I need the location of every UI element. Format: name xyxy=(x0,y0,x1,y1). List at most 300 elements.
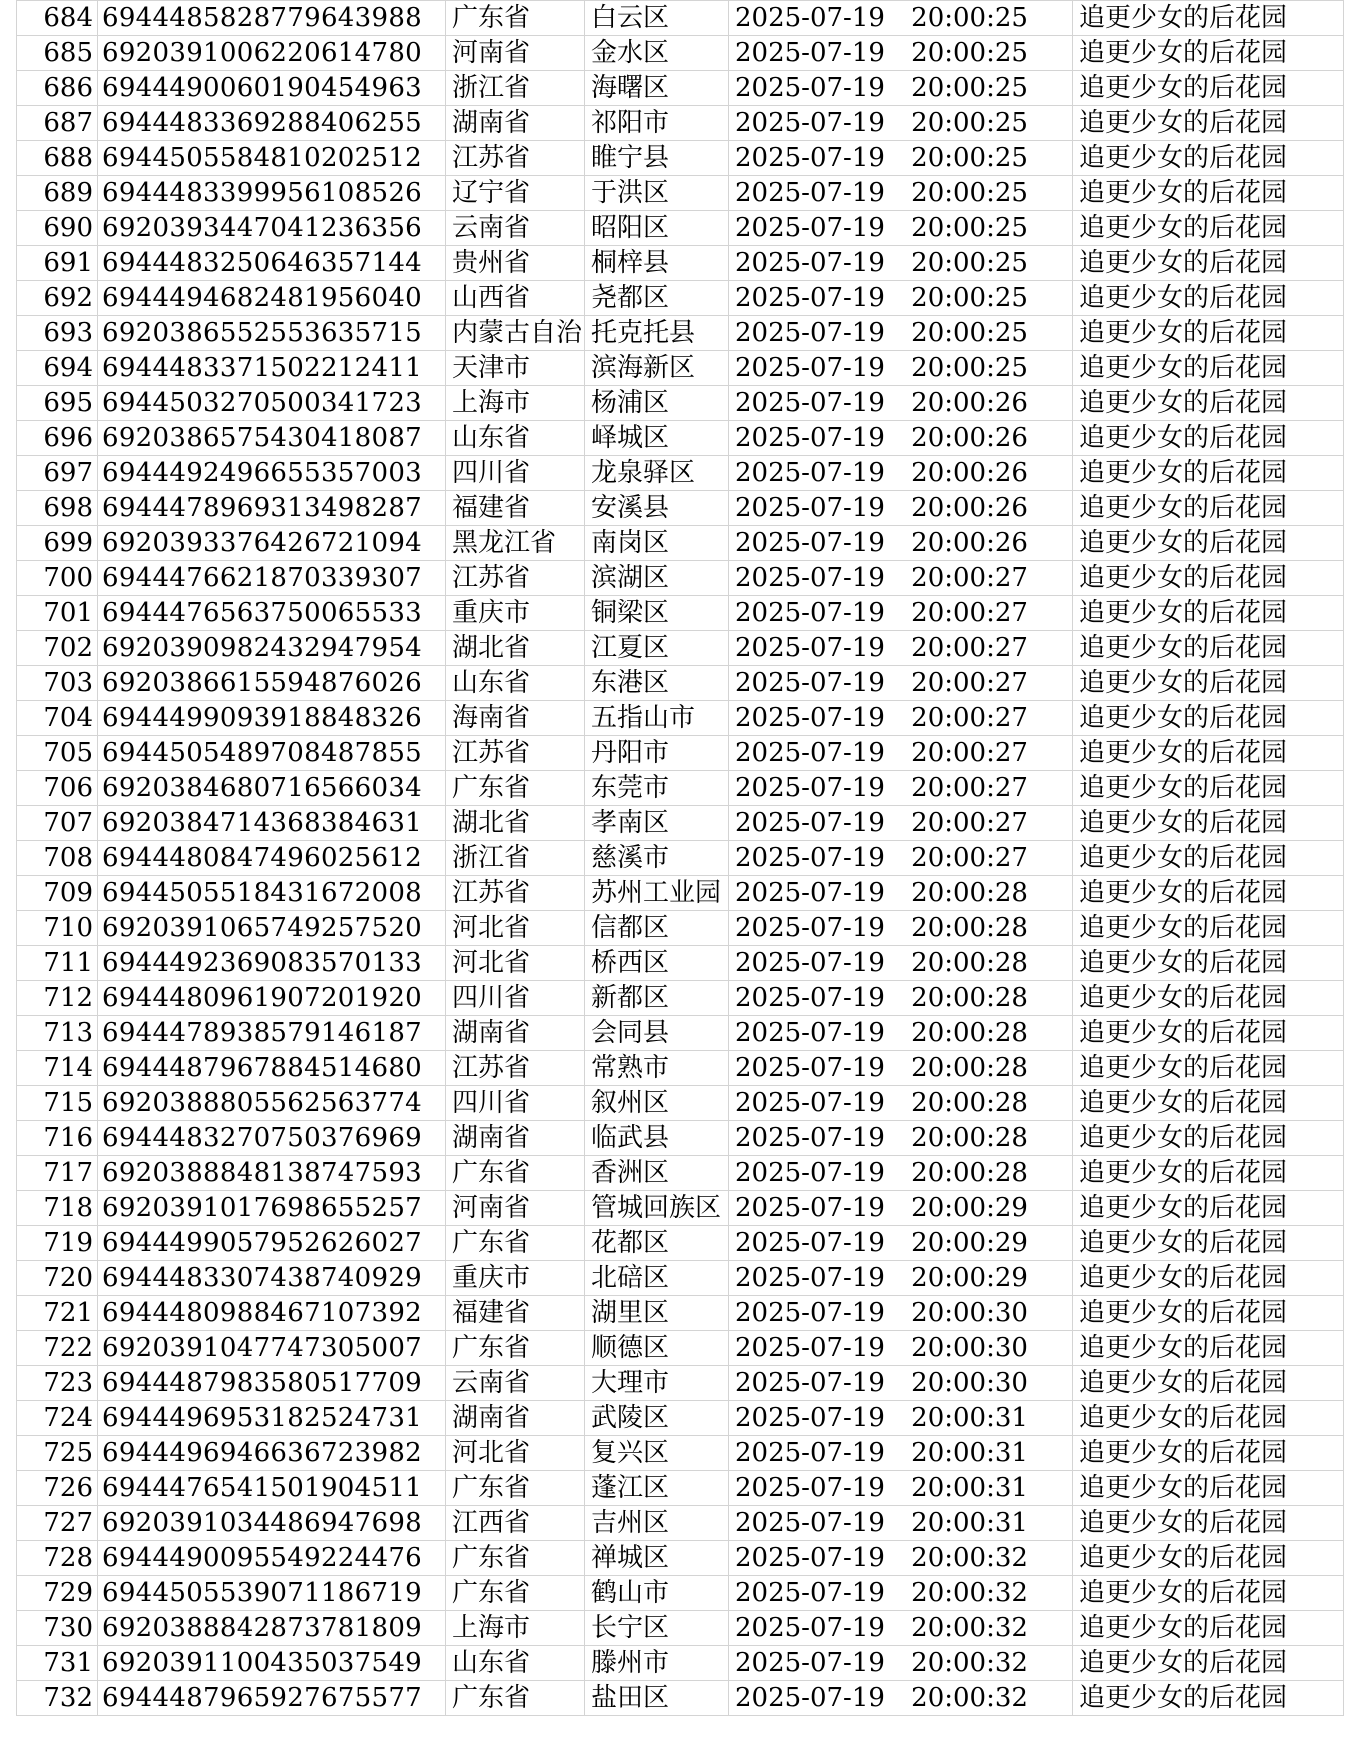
name-cell[interactable]: 追更少女的后花园 xyxy=(1073,106,1344,141)
name-cell[interactable]: 追更少女的后花园 xyxy=(1073,456,1344,491)
name-cell[interactable]: 追更少女的后花园 xyxy=(1073,1261,1344,1296)
user-id-cell[interactable]: 6944499093918848326 xyxy=(98,701,446,736)
table-row xyxy=(16,736,1344,771)
table-row xyxy=(16,316,1344,351)
province-cell[interactable]: 云南省 xyxy=(446,211,585,246)
name-cell[interactable]: 追更少女的后花园 xyxy=(1073,596,1344,631)
table-row xyxy=(16,596,1344,631)
name-cell[interactable]: 追更少女的后花园 xyxy=(1073,421,1344,456)
name-cell[interactable]: 追更少女的后花园 xyxy=(1073,561,1344,596)
user-id-cell[interactable]: 6944503270500341723 xyxy=(98,386,446,421)
district-cell[interactable]: 花都区 xyxy=(585,1226,729,1261)
user-id-cell[interactable]: 6944480988467107392 xyxy=(98,1296,446,1331)
name-cell[interactable]: 追更少女的后花园 xyxy=(1073,1016,1344,1051)
timestamp-cell[interactable]: 2025-07-19 20:00:29 xyxy=(729,1191,1073,1226)
name-cell[interactable]: 追更少女的后花园 xyxy=(1073,1191,1344,1226)
province-cell[interactable]: 广东省 xyxy=(446,1576,585,1611)
name-cell[interactable]: 追更少女的后花园 xyxy=(1073,1401,1344,1436)
name-cell[interactable]: 追更少女的后花园 xyxy=(1073,351,1344,386)
name-cell[interactable]: 追更少女的后花园 xyxy=(1073,841,1344,876)
timestamp-cell[interactable]: 2025-07-19 20:00:32 xyxy=(729,1646,1073,1681)
timestamp-cell[interactable]: 2025-07-19 20:00:28 xyxy=(729,1156,1073,1191)
table-row xyxy=(16,981,1344,1016)
name-cell[interactable]: 追更少女的后花园 xyxy=(1073,71,1344,106)
province-cell[interactable]: 河南省 xyxy=(446,1191,585,1226)
district-cell[interactable]: 常熟市 xyxy=(585,1051,729,1086)
row-number-cell[interactable]: 688 xyxy=(16,141,98,176)
name-cell[interactable]: 追更少女的后花园 xyxy=(1073,526,1344,561)
name-cell[interactable]: 追更少女的后花园 xyxy=(1073,1541,1344,1576)
name-cell[interactable]: 追更少女的后花园 xyxy=(1073,491,1344,526)
province-cell[interactable]: 湖北省 xyxy=(446,806,585,841)
district-cell[interactable]: 丹阳市 xyxy=(585,736,729,771)
row-number-cell[interactable]: 700 xyxy=(16,561,98,596)
province-cell[interactable]: 辽宁省 xyxy=(446,176,585,211)
province-cell[interactable]: 广东省 xyxy=(446,1471,585,1506)
district-cell[interactable]: 叙州区 xyxy=(585,1086,729,1121)
timestamp-cell[interactable]: 2025-07-19 20:00:27 xyxy=(729,561,1073,596)
user-id-cell[interactable]: 6944480847496025612 xyxy=(98,841,446,876)
user-id-cell[interactable]: 6920388842873781809 xyxy=(98,1611,446,1646)
timestamp-cell[interactable]: 2025-07-19 20:00:30 xyxy=(729,1331,1073,1366)
row-number-cell[interactable]: 685 xyxy=(16,36,98,71)
timestamp-cell[interactable]: 2025-07-19 20:00:25 xyxy=(729,71,1073,106)
timestamp-cell[interactable]: 2025-07-19 20:00:31 xyxy=(729,1506,1073,1541)
user-id-cell[interactable]: 6944476563750065533 xyxy=(98,596,446,631)
user-id-cell[interactable]: 6944496946636723982 xyxy=(98,1436,446,1471)
district-cell[interactable]: 杨浦区 xyxy=(585,386,729,421)
province-cell[interactable]: 江苏省 xyxy=(446,1051,585,1086)
timestamp-cell[interactable]: 2025-07-19 20:00:27 xyxy=(729,631,1073,666)
district-cell[interactable]: 苏州工业园 xyxy=(585,876,729,911)
district-cell[interactable]: 管城回族区 xyxy=(585,1191,729,1226)
district-cell[interactable]: 滨湖区 xyxy=(585,561,729,596)
district-cell[interactable]: 南岗区 xyxy=(585,526,729,561)
province-cell[interactable]: 四川省 xyxy=(446,981,585,1016)
name-cell[interactable]: 追更少女的后花园 xyxy=(1073,1226,1344,1261)
name-cell[interactable]: 追更少女的后花园 xyxy=(1073,1,1344,36)
district-cell[interactable]: 睢宁县 xyxy=(585,141,729,176)
district-cell[interactable]: 江夏区 xyxy=(585,631,729,666)
row-number-cell[interactable]: 723 xyxy=(16,1366,98,1401)
name-cell[interactable]: 追更少女的后花园 xyxy=(1073,1366,1344,1401)
timestamp-cell[interactable]: 2025-07-19 20:00:25 xyxy=(729,176,1073,211)
row-number-cell[interactable]: 701 xyxy=(16,596,98,631)
district-cell[interactable]: 尧都区 xyxy=(585,281,729,316)
province-cell[interactable]: 江苏省 xyxy=(446,736,585,771)
row-number-cell[interactable]: 720 xyxy=(16,1261,98,1296)
district-cell[interactable]: 吉州区 xyxy=(585,1506,729,1541)
timestamp-cell[interactable]: 2025-07-19 20:00:25 xyxy=(729,246,1073,281)
name-cell[interactable]: 追更少女的后花园 xyxy=(1073,666,1344,701)
province-cell[interactable]: 浙江省 xyxy=(446,841,585,876)
province-cell[interactable]: 上海市 xyxy=(446,1611,585,1646)
district-cell[interactable]: 托克托县 xyxy=(585,316,729,351)
timestamp-cell[interactable]: 2025-07-19 20:00:28 xyxy=(729,981,1073,1016)
province-cell[interactable]: 贵州省 xyxy=(446,246,585,281)
district-cell[interactable]: 东莞市 xyxy=(585,771,729,806)
timestamp-cell[interactable]: 2025-07-19 20:00:25 xyxy=(729,141,1073,176)
timestamp-cell[interactable]: 2025-07-19 20:00:25 xyxy=(729,106,1073,141)
timestamp-cell[interactable]: 2025-07-19 20:00:27 xyxy=(729,596,1073,631)
row-number-cell[interactable]: 699 xyxy=(16,526,98,561)
name-cell[interactable]: 追更少女的后花园 xyxy=(1073,1506,1344,1541)
row-number-cell[interactable]: 726 xyxy=(16,1471,98,1506)
province-cell[interactable]: 湖南省 xyxy=(446,1401,585,1436)
timestamp-cell[interactable]: 2025-07-19 20:00:25 xyxy=(729,211,1073,246)
timestamp-cell[interactable]: 2025-07-19 20:00:27 xyxy=(729,841,1073,876)
user-id-cell[interactable]: 6920386615594876026 xyxy=(98,666,446,701)
timestamp-cell[interactable]: 2025-07-19 20:00:28 xyxy=(729,876,1073,911)
user-id-cell[interactable]: 6920391047747305007 xyxy=(98,1331,446,1366)
district-cell[interactable]: 武陵区 xyxy=(585,1401,729,1436)
user-id-cell[interactable]: 6944483307438740929 xyxy=(98,1261,446,1296)
district-cell[interactable]: 信都区 xyxy=(585,911,729,946)
row-number-cell[interactable]: 719 xyxy=(16,1226,98,1261)
name-cell[interactable]: 追更少女的后花园 xyxy=(1073,1331,1344,1366)
name-cell[interactable]: 追更少女的后花园 xyxy=(1073,631,1344,666)
district-cell[interactable]: 金水区 xyxy=(585,36,729,71)
province-cell[interactable]: 湖北省 xyxy=(446,631,585,666)
row-number-cell[interactable]: 711 xyxy=(16,946,98,981)
timestamp-cell[interactable]: 2025-07-19 20:00:27 xyxy=(729,701,1073,736)
user-id-cell[interactable]: 6944476541501904511 xyxy=(98,1471,446,1506)
province-cell[interactable]: 天津市 xyxy=(446,351,585,386)
user-id-cell[interactable]: 6920391034486947698 xyxy=(98,1506,446,1541)
province-cell[interactable]: 广东省 xyxy=(446,1681,585,1716)
name-cell[interactable]: 追更少女的后花园 xyxy=(1073,246,1344,281)
user-id-cell[interactable]: 6944499057952626027 xyxy=(98,1226,446,1261)
timestamp-cell[interactable]: 2025-07-19 20:00:26 xyxy=(729,526,1073,561)
district-cell[interactable]: 临武县 xyxy=(585,1121,729,1156)
province-cell[interactable]: 重庆市 xyxy=(446,596,585,631)
district-cell[interactable]: 白云区 xyxy=(585,1,729,36)
name-cell[interactable]: 追更少女的后花园 xyxy=(1073,1646,1344,1681)
timestamp-cell[interactable]: 2025-07-19 20:00:32 xyxy=(729,1611,1073,1646)
row-number-cell[interactable]: 721 xyxy=(16,1296,98,1331)
row-number-cell[interactable]: 730 xyxy=(16,1611,98,1646)
row-number-cell[interactable]: 684 xyxy=(16,1,98,36)
district-cell[interactable]: 于洪区 xyxy=(585,176,729,211)
timestamp-cell[interactable]: 2025-07-19 20:00:30 xyxy=(729,1296,1073,1331)
row-number-cell[interactable]: 710 xyxy=(16,911,98,946)
timestamp-cell[interactable]: 2025-07-19 20:00:32 xyxy=(729,1681,1073,1716)
user-id-cell[interactable]: 6920393447041236356 xyxy=(98,211,446,246)
user-id-cell[interactable]: 6944490060190454963 xyxy=(98,71,446,106)
user-id-cell[interactable]: 6920393376426721094 xyxy=(98,526,446,561)
province-cell[interactable]: 内蒙古自治 xyxy=(446,316,585,351)
row-number-cell[interactable]: 712 xyxy=(16,981,98,1016)
province-cell[interactable]: 江西省 xyxy=(446,1506,585,1541)
row-number-cell[interactable]: 689 xyxy=(16,176,98,211)
row-number-cell[interactable]: 728 xyxy=(16,1541,98,1576)
district-cell[interactable]: 滨海新区 xyxy=(585,351,729,386)
timestamp-cell[interactable]: 2025-07-19 20:00:28 xyxy=(729,946,1073,981)
timestamp-cell[interactable]: 2025-07-19 20:00:25 xyxy=(729,1,1073,36)
province-cell[interactable]: 山东省 xyxy=(446,666,585,701)
district-cell[interactable]: 铜梁区 xyxy=(585,596,729,631)
district-cell[interactable]: 湖里区 xyxy=(585,1296,729,1331)
row-number-cell[interactable]: 709 xyxy=(16,876,98,911)
name-cell[interactable]: 追更少女的后花园 xyxy=(1073,876,1344,911)
row-number-cell[interactable]: 716 xyxy=(16,1121,98,1156)
timestamp-cell[interactable]: 2025-07-19 20:00:29 xyxy=(729,1261,1073,1296)
name-cell[interactable]: 追更少女的后花园 xyxy=(1073,1436,1344,1471)
province-cell[interactable]: 江苏省 xyxy=(446,876,585,911)
name-cell[interactable]: 追更少女的后花园 xyxy=(1073,141,1344,176)
district-cell[interactable]: 五指山市 xyxy=(585,701,729,736)
province-cell[interactable]: 江苏省 xyxy=(446,141,585,176)
name-cell[interactable]: 追更少女的后花园 xyxy=(1073,176,1344,211)
row-number-cell[interactable]: 705 xyxy=(16,736,98,771)
user-id-cell[interactable]: 6944483270750376969 xyxy=(98,1121,446,1156)
district-cell[interactable]: 新都区 xyxy=(585,981,729,1016)
row-number-cell[interactable]: 714 xyxy=(16,1051,98,1086)
timestamp-cell[interactable]: 2025-07-19 20:00:26 xyxy=(729,491,1073,526)
row-number-cell[interactable]: 686 xyxy=(16,71,98,106)
name-cell[interactable]: 追更少女的后花园 xyxy=(1073,1576,1344,1611)
district-cell[interactable]: 安溪县 xyxy=(585,491,729,526)
province-cell[interactable]: 海南省 xyxy=(446,701,585,736)
province-cell[interactable]: 广东省 xyxy=(446,1156,585,1191)
timestamp-cell[interactable]: 2025-07-19 20:00:28 xyxy=(729,1086,1073,1121)
name-cell[interactable]: 追更少女的后花园 xyxy=(1073,806,1344,841)
district-cell[interactable]: 会同县 xyxy=(585,1016,729,1051)
user-id-cell[interactable]: 6944505539071186719 xyxy=(98,1576,446,1611)
province-cell[interactable]: 浙江省 xyxy=(446,71,585,106)
name-cell[interactable]: 追更少女的后花园 xyxy=(1073,1156,1344,1191)
district-cell[interactable]: 复兴区 xyxy=(585,1436,729,1471)
table-row xyxy=(16,1506,1344,1541)
district-cell[interactable]: 峄城区 xyxy=(585,421,729,456)
user-id-cell[interactable]: 6920386575430418087 xyxy=(98,421,446,456)
province-cell[interactable]: 重庆市 xyxy=(446,1261,585,1296)
row-number-cell[interactable]: 691 xyxy=(16,246,98,281)
timestamp-cell[interactable]: 2025-07-19 20:00:27 xyxy=(729,666,1073,701)
row-number-cell[interactable]: 704 xyxy=(16,701,98,736)
district-cell[interactable]: 桥西区 xyxy=(585,946,729,981)
row-number-cell[interactable]: 706 xyxy=(16,771,98,806)
timestamp-cell[interactable]: 2025-07-19 20:00:29 xyxy=(729,1226,1073,1261)
timestamp-cell[interactable]: 2025-07-19 20:00:27 xyxy=(729,736,1073,771)
user-id-cell[interactable]: 6920391006220614780 xyxy=(98,36,446,71)
province-cell[interactable]: 广东省 xyxy=(446,1226,585,1261)
row-number-cell[interactable]: 724 xyxy=(16,1401,98,1436)
name-cell[interactable]: 追更少女的后花园 xyxy=(1073,981,1344,1016)
timestamp-cell[interactable]: 2025-07-19 20:00:25 xyxy=(729,36,1073,71)
user-id-cell[interactable]: 6920391065749257520 xyxy=(98,911,446,946)
user-id-cell[interactable]: 6944478969313498287 xyxy=(98,491,446,526)
user-id-cell[interactable]: 6920391100435037549 xyxy=(98,1646,446,1681)
row-number-cell[interactable]: 698 xyxy=(16,491,98,526)
user-id-cell[interactable]: 6944492496655357003 xyxy=(98,456,446,491)
timestamp-cell[interactable]: 2025-07-19 20:00:26 xyxy=(729,421,1073,456)
row-number-cell[interactable]: 697 xyxy=(16,456,98,491)
province-cell[interactable]: 云南省 xyxy=(446,1366,585,1401)
user-id-cell[interactable]: 6944483369288406255 xyxy=(98,106,446,141)
province-cell[interactable]: 黑龙江省 xyxy=(446,526,585,561)
user-id-cell[interactable]: 6944487983580517709 xyxy=(98,1366,446,1401)
row-number-cell[interactable]: 708 xyxy=(16,841,98,876)
province-cell[interactable]: 广东省 xyxy=(446,1541,585,1576)
row-number-cell[interactable]: 727 xyxy=(16,1506,98,1541)
row-number-cell[interactable]: 732 xyxy=(16,1681,98,1716)
district-cell[interactable]: 鹤山市 xyxy=(585,1576,729,1611)
timestamp-cell[interactable]: 2025-07-19 20:00:31 xyxy=(729,1436,1073,1471)
province-cell[interactable]: 山东省 xyxy=(446,421,585,456)
timestamp-cell[interactable]: 2025-07-19 20:00:25 xyxy=(729,316,1073,351)
province-cell[interactable]: 河北省 xyxy=(446,911,585,946)
province-cell[interactable]: 湖南省 xyxy=(446,1121,585,1156)
user-id-cell[interactable]: 6944505489708487855 xyxy=(98,736,446,771)
row-number-cell[interactable]: 717 xyxy=(16,1156,98,1191)
timestamp-cell[interactable]: 2025-07-19 20:00:27 xyxy=(729,771,1073,806)
name-cell[interactable]: 追更少女的后花园 xyxy=(1073,946,1344,981)
district-cell[interactable]: 大理市 xyxy=(585,1366,729,1401)
row-number-cell[interactable]: 695 xyxy=(16,386,98,421)
user-id-cell[interactable]: 6944492369083570133 xyxy=(98,946,446,981)
row-number-cell[interactable]: 715 xyxy=(16,1086,98,1121)
timestamp-cell[interactable]: 2025-07-19 20:00:31 xyxy=(729,1401,1073,1436)
timestamp-cell[interactable]: 2025-07-19 20:00:25 xyxy=(729,281,1073,316)
user-id-cell[interactable]: 6944483250646357144 xyxy=(98,246,446,281)
user-id-cell[interactable]: 6920390982432947954 xyxy=(98,631,446,666)
province-cell[interactable]: 广东省 xyxy=(446,771,585,806)
timestamp-cell[interactable]: 2025-07-19 20:00:31 xyxy=(729,1471,1073,1506)
user-id-cell[interactable]: 6944505518431672008 xyxy=(98,876,446,911)
name-cell[interactable]: 追更少女的后花园 xyxy=(1073,36,1344,71)
province-cell[interactable]: 福建省 xyxy=(446,1296,585,1331)
row-number-cell[interactable]: 707 xyxy=(16,806,98,841)
user-id-cell[interactable]: 6920384714368384631 xyxy=(98,806,446,841)
row-number-cell[interactable]: 692 xyxy=(16,281,98,316)
user-id-cell[interactable]: 6920388848138747593 xyxy=(98,1156,446,1191)
name-cell[interactable]: 追更少女的后花园 xyxy=(1073,386,1344,421)
district-cell[interactable]: 顺德区 xyxy=(585,1331,729,1366)
province-cell[interactable]: 湖南省 xyxy=(446,1016,585,1051)
name-cell[interactable]: 追更少女的后花园 xyxy=(1073,736,1344,771)
timestamp-cell[interactable]: 2025-07-19 20:00:28 xyxy=(729,1121,1073,1156)
district-cell[interactable]: 桐梓县 xyxy=(585,246,729,281)
user-id-cell[interactable]: 6944505584810202512 xyxy=(98,141,446,176)
province-cell[interactable]: 江苏省 xyxy=(446,561,585,596)
timestamp-cell[interactable]: 2025-07-19 20:00:25 xyxy=(729,351,1073,386)
name-cell[interactable]: 追更少女的后花园 xyxy=(1073,211,1344,246)
district-cell[interactable]: 东港区 xyxy=(585,666,729,701)
timestamp-cell[interactable]: 2025-07-19 20:00:32 xyxy=(729,1576,1073,1611)
province-cell[interactable]: 上海市 xyxy=(446,386,585,421)
row-number-cell[interactable]: 729 xyxy=(16,1576,98,1611)
user-id-cell[interactable]: 6944487965927675577 xyxy=(98,1681,446,1716)
row-number-cell[interactable]: 694 xyxy=(16,351,98,386)
timestamp-cell[interactable]: 2025-07-19 20:00:27 xyxy=(729,806,1073,841)
province-cell[interactable]: 四川省 xyxy=(446,1086,585,1121)
row-number-cell[interactable]: 731 xyxy=(16,1646,98,1681)
row-number-cell[interactable]: 690 xyxy=(16,211,98,246)
user-id-cell[interactable]: 6920391017698655257 xyxy=(98,1191,446,1226)
row-number-cell[interactable]: 687 xyxy=(16,106,98,141)
name-cell[interactable]: 追更少女的后花园 xyxy=(1073,1611,1344,1646)
province-cell[interactable]: 湖南省 xyxy=(446,106,585,141)
province-cell[interactable]: 河南省 xyxy=(446,36,585,71)
province-cell[interactable]: 广东省 xyxy=(446,1,585,36)
row-number-cell[interactable]: 722 xyxy=(16,1331,98,1366)
table-row xyxy=(16,1646,1344,1681)
district-cell[interactable]: 祁阳市 xyxy=(585,106,729,141)
user-id-cell[interactable]: 6920386552553635715 xyxy=(98,316,446,351)
user-id-cell[interactable]: 6944483371502212411 xyxy=(98,351,446,386)
name-cell[interactable]: 追更少女的后花园 xyxy=(1073,1121,1344,1156)
user-id-cell[interactable]: 6944483399956108526 xyxy=(98,176,446,211)
row-number-cell[interactable]: 713 xyxy=(16,1016,98,1051)
name-cell[interactable]: 追更少女的后花园 xyxy=(1073,911,1344,946)
name-cell[interactable]: 追更少女的后花园 xyxy=(1073,316,1344,351)
province-cell[interactable]: 河北省 xyxy=(446,1436,585,1471)
district-cell[interactable]: 龙泉驿区 xyxy=(585,456,729,491)
district-cell[interactable]: 孝南区 xyxy=(585,806,729,841)
province-cell[interactable]: 河北省 xyxy=(446,946,585,981)
name-cell[interactable]: 追更少女的后花园 xyxy=(1073,1051,1344,1086)
name-cell[interactable]: 追更少女的后花园 xyxy=(1073,1471,1344,1506)
row-number-cell[interactable]: 725 xyxy=(16,1436,98,1471)
district-cell[interactable]: 香洲区 xyxy=(585,1156,729,1191)
user-id-cell[interactable]: 6944480961907201920 xyxy=(98,981,446,1016)
timestamp-cell[interactable]: 2025-07-19 20:00:28 xyxy=(729,1051,1073,1086)
name-cell[interactable]: 追更少女的后花园 xyxy=(1073,1681,1344,1716)
name-cell[interactable]: 追更少女的后花园 xyxy=(1073,1086,1344,1121)
district-cell[interactable]: 滕州市 xyxy=(585,1646,729,1681)
district-cell[interactable]: 长宁区 xyxy=(585,1611,729,1646)
row-number-cell[interactable]: 703 xyxy=(16,666,98,701)
name-cell[interactable]: 追更少女的后花园 xyxy=(1073,1296,1344,1331)
district-cell[interactable]: 盐田区 xyxy=(585,1681,729,1716)
name-cell[interactable]: 追更少女的后花园 xyxy=(1073,771,1344,806)
user-id-cell[interactable]: 6944476621870339307 xyxy=(98,561,446,596)
row-number-cell[interactable]: 696 xyxy=(16,421,98,456)
timestamp-cell[interactable]: 2025-07-19 20:00:26 xyxy=(729,386,1073,421)
district-cell[interactable]: 禅城区 xyxy=(585,1541,729,1576)
name-cell[interactable]: 追更少女的后花园 xyxy=(1073,701,1344,736)
user-id-cell[interactable]: 6920388805562563774 xyxy=(98,1086,446,1121)
province-cell[interactable]: 广东省 xyxy=(446,1331,585,1366)
timestamp-cell[interactable]: 2025-07-19 20:00:26 xyxy=(729,456,1073,491)
user-id-cell[interactable]: 6944485828779643988 xyxy=(98,1,446,36)
province-cell[interactable]: 四川省 xyxy=(446,456,585,491)
user-id-cell[interactable]: 6944496953182524731 xyxy=(98,1401,446,1436)
timestamp-cell[interactable]: 2025-07-19 20:00:32 xyxy=(729,1541,1073,1576)
user-id-cell[interactable]: 6920384680716566034 xyxy=(98,771,446,806)
district-cell[interactable]: 北碚区 xyxy=(585,1261,729,1296)
user-id-cell[interactable]: 6944494682481956040 xyxy=(98,281,446,316)
district-cell[interactable]: 慈溪市 xyxy=(585,841,729,876)
district-cell[interactable]: 海曙区 xyxy=(585,71,729,106)
district-cell[interactable]: 昭阳区 xyxy=(585,211,729,246)
row-number-cell[interactable]: 693 xyxy=(16,316,98,351)
timestamp-cell[interactable]: 2025-07-19 20:00:28 xyxy=(729,1016,1073,1051)
timestamp-cell[interactable]: 2025-07-19 20:00:28 xyxy=(729,911,1073,946)
timestamp-cell[interactable]: 2025-07-19 20:00:30 xyxy=(729,1366,1073,1401)
province-cell[interactable]: 山西省 xyxy=(446,281,585,316)
row-number-cell[interactable]: 718 xyxy=(16,1191,98,1226)
row-number-cell[interactable]: 702 xyxy=(16,631,98,666)
district-cell[interactable]: 蓬江区 xyxy=(585,1471,729,1506)
user-id-cell[interactable]: 6944490095549224476 xyxy=(98,1541,446,1576)
user-id-cell[interactable]: 6944487967884514680 xyxy=(98,1051,446,1086)
province-cell[interactable]: 山东省 xyxy=(446,1646,585,1681)
province-cell[interactable]: 福建省 xyxy=(446,491,585,526)
user-id-cell[interactable]: 6944478938579146187 xyxy=(98,1016,446,1051)
name-cell[interactable]: 追更少女的后花园 xyxy=(1073,281,1344,316)
